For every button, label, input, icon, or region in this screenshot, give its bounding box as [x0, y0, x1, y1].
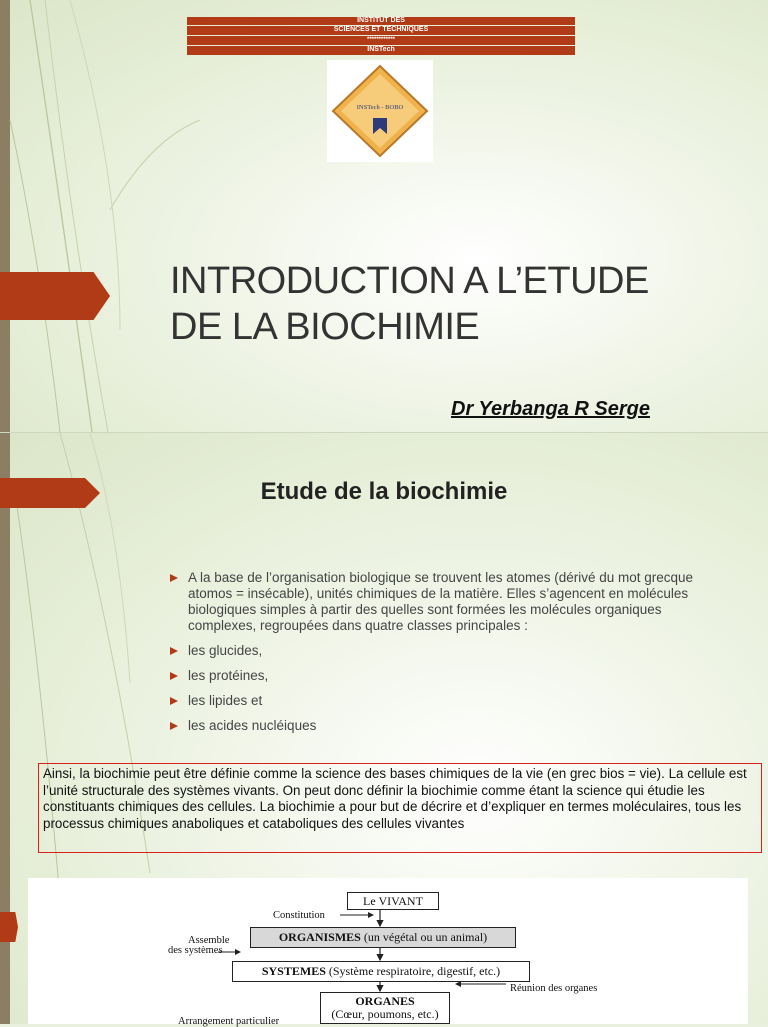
header-line-2: SCIENCES ET TECHNIQUES: [187, 26, 575, 35]
author-name: Dr Yerbanga R Serge: [451, 398, 650, 420]
title-arrow-marker: [0, 272, 110, 320]
section-heading: Etude de la biochimie: [260, 478, 508, 505]
systemes-label: SYSTEMES: [261, 964, 326, 978]
list-item: les protéines,: [168, 668, 728, 684]
diagram-label-arrangement: Arrangement particulier: [178, 1016, 280, 1027]
header-line-3: ************: [187, 36, 575, 45]
list-item: A la base de l’organisation biologique se trouvent les atomes (dérivé du mot grecque atomos = insécable), unités chimiques de la matière. Elles s’agencent en molécules biologiques simples à partir des quelles sont formées les molécules organiques complexes, regroupées dans quatre classes principales :: [168, 570, 728, 634]
bullet-list: [168, 570, 728, 743]
diagram-box-vivant: Le VIVANT: [347, 892, 439, 910]
organes-sub: (Cœur, poumons, etc.): [331, 1007, 439, 1021]
organismes-label: ORGANISMES: [278, 930, 361, 944]
definition-box: Ainsi, la biochimie peut être définie comme la science des bases chimiques de la vie (en grec bios = vie). La cellule est l’unité structurale des systèmes vivants. On peut donc définir la biochimie comme étant la science qui étudie les constituants chimiques des cellules. La biochimie a pour but de décrire et d’expliquer en termes moléculaires, tous les processus chimiques anaboliques et cataboliques des cellules vivantes: [38, 763, 762, 853]
decorative-curves: [0, 0, 200, 432]
list-item: les lipides et: [168, 693, 728, 709]
diagram-arrow-marker: [0, 912, 18, 942]
systemes-sub: (Système respiratoire, digestif, etc.): [328, 964, 501, 978]
diagram-box-systemes: [232, 961, 530, 982]
organismes-sub: (un végétal ou un animal): [363, 930, 488, 944]
header-line-1: INSTITUT DES: [187, 17, 575, 25]
header-line-4: INSTech: [187, 46, 575, 55]
organes-label: ORGANES: [355, 994, 415, 1008]
diagram-box-organismes: [250, 927, 516, 948]
diagram-label-constitution: Constitution: [273, 910, 325, 921]
diagram-label-assemble: Assemble: [188, 935, 230, 946]
title-line-2: DE LA BIOCHIMIE: [170, 306, 480, 348]
hierarchy-diagram: [28, 878, 748, 1027]
list-item: les acides nucléiques: [168, 718, 728, 734]
diagram-label-reunion: Réunion des organes: [510, 983, 598, 994]
page-title: [170, 258, 750, 350]
list-item: les glucides,: [168, 643, 728, 659]
title-line-1: INTRODUCTION A L’ETUDE: [170, 260, 649, 302]
title-slide: [0, 0, 768, 432]
diagram-label-assemble-2: des systèmes: [168, 945, 223, 956]
logo-text: INSTech - BOBO: [356, 104, 404, 111]
diagram-box-organes: [320, 992, 450, 1024]
institute-logo: [327, 60, 433, 162]
